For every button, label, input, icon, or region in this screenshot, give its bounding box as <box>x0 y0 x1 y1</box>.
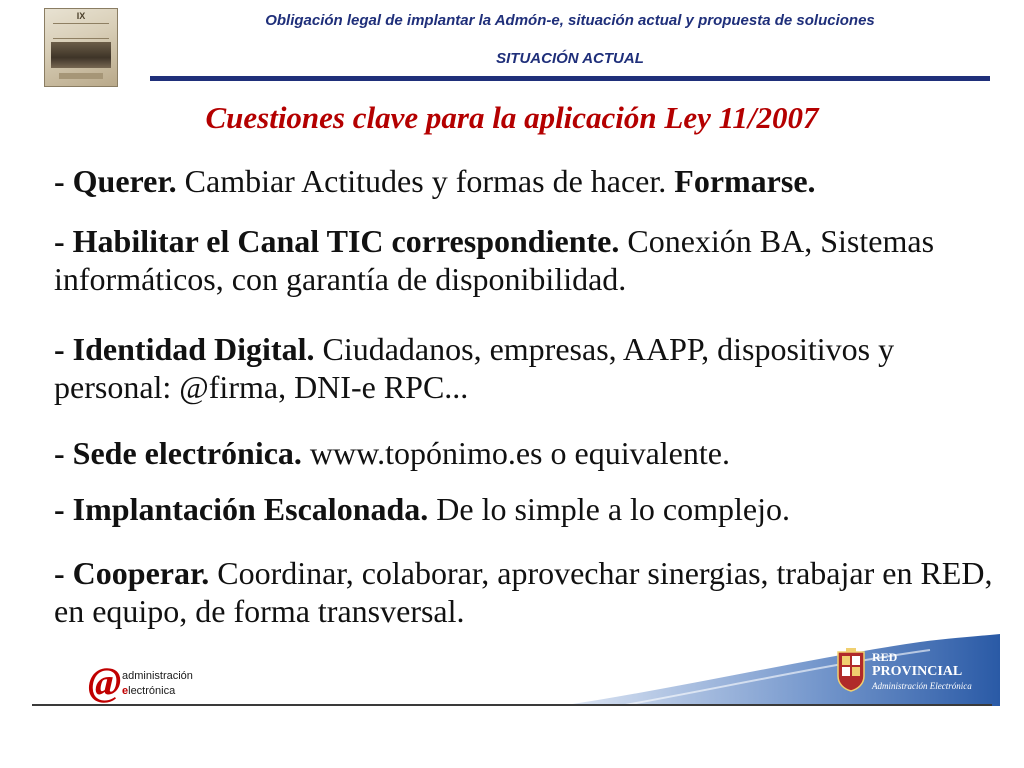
item-heading-end: Formarse. <box>674 163 816 199</box>
list-item-identidad-digital <box>54 330 1014 406</box>
coat-of-arms-icon <box>836 648 866 692</box>
item-text: De lo simple a lo complejo. <box>428 491 790 527</box>
publication-cover-image: IX <box>44 8 118 87</box>
red-provincial-line-1: RED <box>872 650 898 664</box>
red-provincial-line-2: PROVINCIAL <box>872 664 963 679</box>
logo-line-1: administración <box>122 670 193 682</box>
item-text: Conexión BA, Sistemas informáticos, con garantía de disponibilidad. <box>54 223 935 297</box>
item-text: www.topónimo.es o equivalente. <box>301 435 730 471</box>
list-item-implantacion <box>54 490 1014 528</box>
item-text: Coordinar, colaborar, aprovechar sinergias, trabajar en RED, en equipo, de forma transversal. <box>54 555 993 629</box>
list-item-querer <box>54 162 1014 200</box>
slide-title: Cuestiones clave para la aplicación Ley 11/2007 <box>205 100 819 135</box>
red-provincial-line-3: Administración Electrónica <box>872 681 972 691</box>
item-text: Ciudadanos, empresas, AAPP, dispositivos y personal: @firma, DNI-e RPC... <box>54 331 895 405</box>
list-item-canal-tic <box>54 222 1014 298</box>
item-heading: - Implantación Escalonada. <box>54 491 429 527</box>
list-item-cooperar <box>54 554 1014 630</box>
item-text: Cambiar Actitudes y formas de hacer. <box>176 163 675 199</box>
item-heading: - Habilitar el Canal TIC correspondiente. <box>54 223 620 259</box>
item-heading: - Querer. <box>54 163 177 199</box>
at-symbol-icon: @ <box>88 659 122 704</box>
header-subtitle: SITUACIÓN ACTUAL <box>496 50 644 67</box>
item-heading: - Cooperar. <box>54 555 210 591</box>
item-heading: - Sede electrónica. <box>54 435 302 471</box>
header-divider <box>150 76 990 81</box>
item-heading: - Identidad Digital. <box>54 331 315 367</box>
list-item-sede-electronica <box>54 434 1014 472</box>
logo-line-2: electrónica <box>122 685 176 697</box>
header-title: Obligación legal de implantar la Admón-e, situación actual y propuesta de soluciones <box>265 12 875 29</box>
administracion-electronica-logo <box>88 659 218 706</box>
